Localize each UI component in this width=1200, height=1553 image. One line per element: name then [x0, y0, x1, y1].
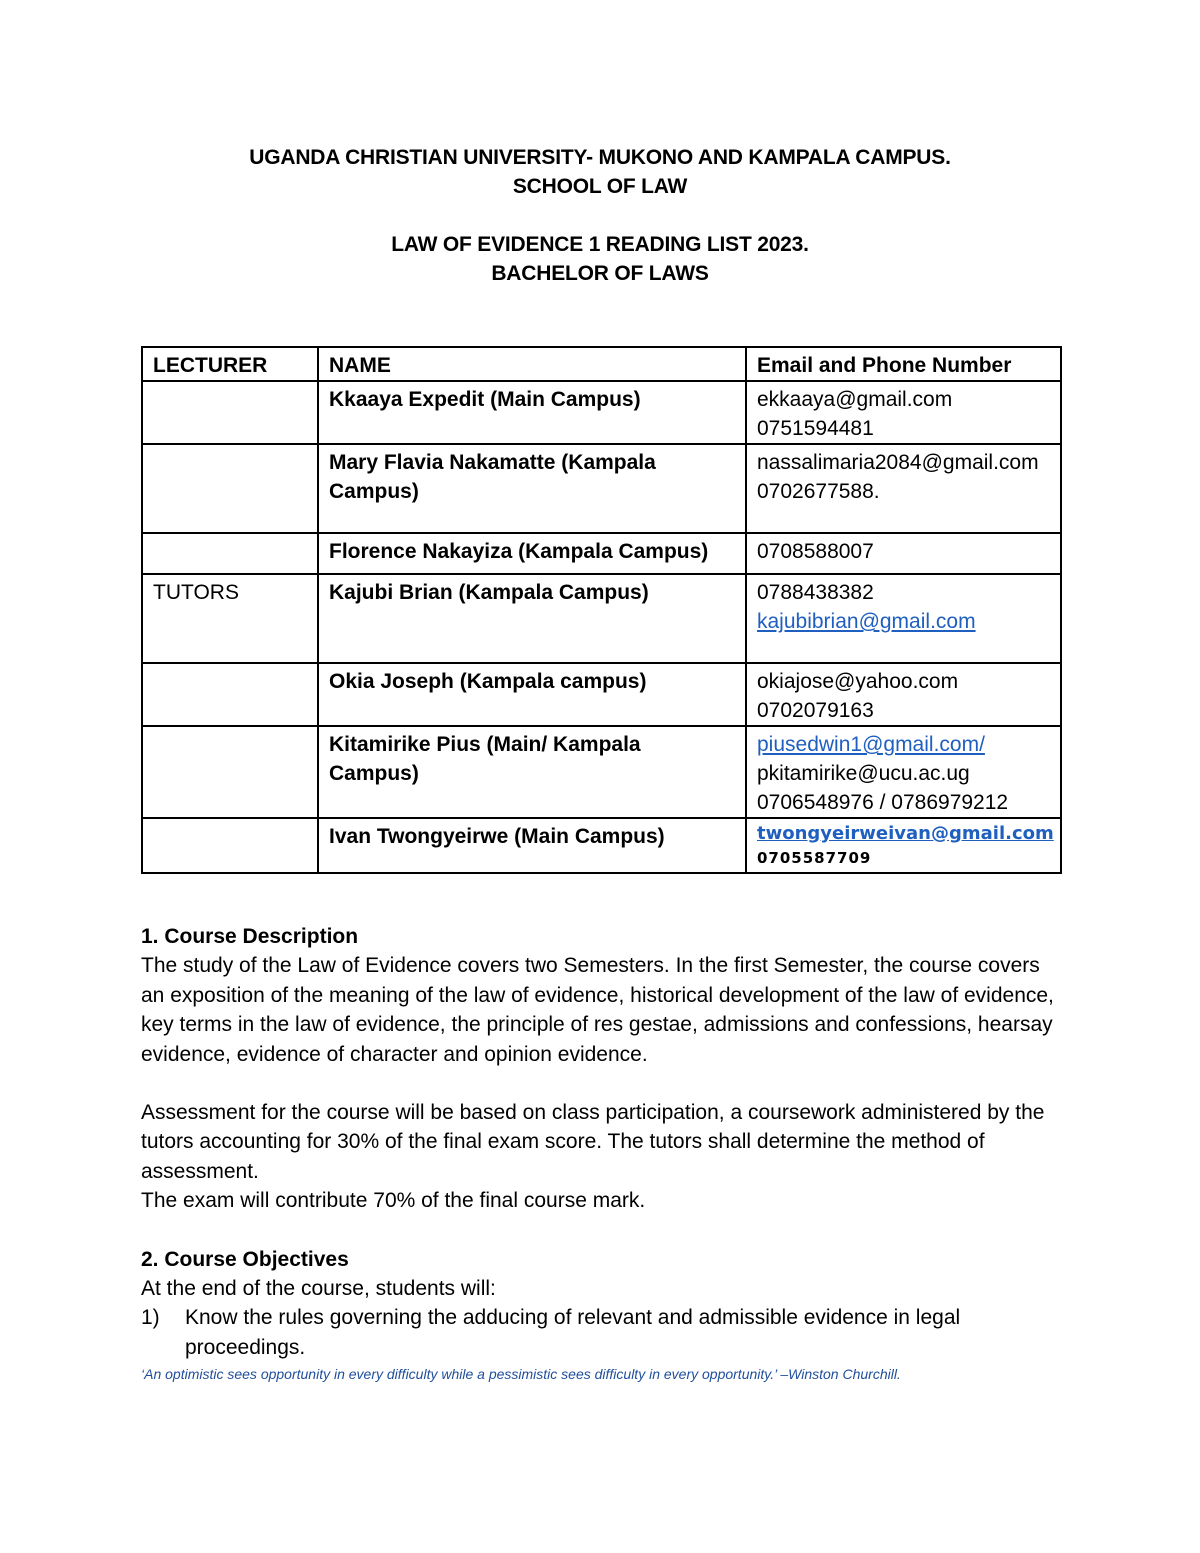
name-cell: Florence Nakayiza (Kampala Campus) — [318, 533, 746, 574]
school-title: SCHOOL OF LAW — [512, 175, 688, 198]
contact-cell — [746, 444, 1061, 533]
role-cell — [142, 533, 318, 574]
role-cell — [142, 818, 318, 873]
header-cell-contact: Email and Phone Number — [746, 347, 1061, 381]
role-cell — [142, 726, 318, 818]
email-link[interactable]: kajubibrian@gmail.com — [757, 610, 976, 633]
contact-cell — [746, 533, 1061, 574]
role-cell — [142, 663, 318, 726]
course-title: LAW OF EVIDENCE 1 READING LIST 2023. — [391, 233, 809, 256]
email-text: pkitamirike@ucu.ac.ug — [757, 762, 970, 785]
contact-cell — [746, 381, 1061, 444]
paragraph: Assessment for the course will be based on class participation, a coursework administered by the tutors accounting for 30% of the final exam score. The tutors shall determine the method of assessment. — [141, 1101, 1045, 1183]
role-cell-tutors: TUTORS — [142, 574, 318, 663]
table-row — [142, 533, 1061, 574]
list-text: Know the rules governing the adducing of relevant and admissible evidence in legal proceedings. — [185, 1306, 961, 1359]
contact-cell — [746, 818, 1061, 873]
phone-text: 0708588007 — [757, 540, 874, 563]
table-row — [142, 574, 1061, 663]
paragraph: The study of the Law of Evidence covers two Semesters. In the first Semester, the course covers an exposition of the meaning of the law of evidence, historical development of the law of evidence, key terms in the law of evidence, the principle of res gestae, admissions and confessions, hearsay evidence, evidence of character and opinion evidence. — [141, 954, 1054, 1066]
email-text: okiajose@yahoo.com — [757, 670, 959, 693]
footer-quote: ‘An optimistic sees opportunity in every difficulty while a pessimistic sees difficulty in every opportunity.’ –Winston Churchill. — [141, 1366, 901, 1382]
header-cell-lecturer: LECTURER — [142, 347, 318, 381]
email-text: nassalimaria2084@gmail.com — [757, 451, 1039, 474]
paragraph: The exam will contribute 70% of the final course mark. — [141, 1189, 646, 1213]
list-item — [141, 1303, 1056, 1362]
phone-text: 0788438382 — [757, 581, 874, 604]
email-link[interactable]: twongyeirweivan@gmail.com — [757, 823, 1054, 844]
paragraph: At the end of the course, students will: — [141, 1277, 496, 1301]
name-cell: Kajubi Brian (Kampala Campus) — [318, 574, 746, 663]
email-link[interactable]: piusedwin1@gmail.com/ — [757, 733, 985, 756]
table-row — [142, 381, 1061, 444]
phone-text: 0706548976 / 0786979212 — [757, 791, 1009, 814]
table-row — [142, 663, 1061, 726]
section-heading: 2. Course Objectives — [141, 1247, 349, 1271]
phone-text: 0702079163 — [757, 699, 874, 722]
name-cell: Kkaaya Expedit (Main Campus) — [318, 381, 746, 444]
contact-cell — [746, 574, 1061, 663]
list-number: 1) — [141, 1306, 160, 1330]
role-cell — [142, 444, 318, 533]
role-cell — [142, 381, 318, 444]
table-row — [142, 444, 1061, 533]
course-description-section — [141, 922, 1056, 1362]
section-heading: 1. Course Description — [141, 925, 359, 948]
name-cell: Okia Joseph (Kampala campus) — [318, 663, 746, 726]
staff-table — [141, 346, 1062, 874]
table-row — [142, 818, 1061, 873]
contact-cell — [746, 726, 1061, 818]
programme-title: BACHELOR OF LAWS — [491, 262, 709, 285]
table-header-row — [142, 347, 1061, 381]
phone-text: 0751594481 — [757, 417, 874, 440]
email-text: ekkaaya@gmail.com — [757, 388, 953, 411]
name-cell: Mary Flavia Nakamatte (Kampala Campus) — [318, 444, 746, 533]
header-cell-name: NAME — [318, 347, 746, 381]
university-title: UGANDA CHRISTIAN UNIVERSITY- MUKONO AND KAMPALA CAMPUS. — [249, 146, 951, 169]
phone-text: 0705587709 — [757, 849, 872, 867]
contact-cell — [746, 663, 1061, 726]
phone-text: 0702677588. — [757, 480, 880, 503]
name-cell: Ivan Twongyeirwe (Main Campus) — [318, 818, 746, 873]
table-row — [142, 726, 1061, 818]
name-cell: Kitamirike Pius (Main/ Kampala Campus) — [318, 726, 746, 818]
